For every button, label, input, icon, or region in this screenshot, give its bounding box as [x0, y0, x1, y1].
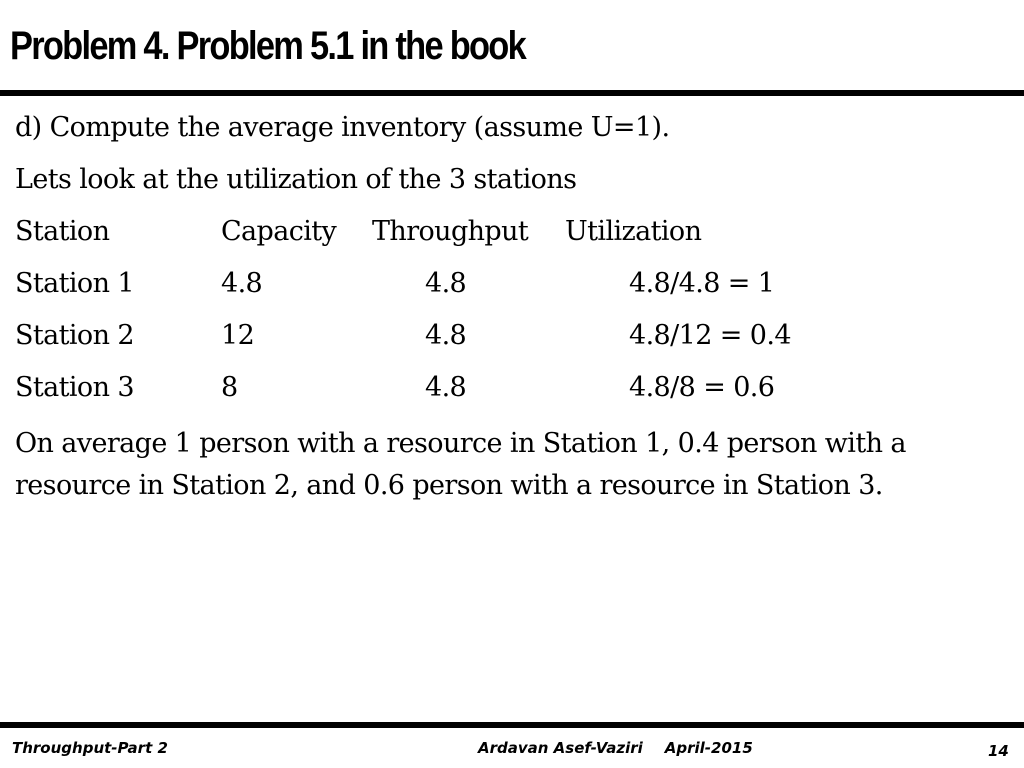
title-divider: [0, 90, 1024, 96]
station-utilization: 4.8/4.8 = 1: [629, 268, 775, 299]
header-station: Station: [15, 216, 110, 247]
conclusion-paragraph: On average 1 person with a resource in Station 1, 0.4 person with a resource in Station 2, and 0.6 person with a resource in Station 3.: [15, 428, 906, 501]
header-throughput: Throughput: [372, 216, 529, 247]
station-name: Station 1: [15, 268, 134, 299]
station-capacity: 4.8: [221, 268, 263, 299]
station-throughput: 4.8: [425, 268, 467, 299]
footer-date: April-2015: [664, 739, 753, 757]
page-number: 14: [988, 742, 1009, 760]
footer-center: [478, 739, 753, 757]
station-throughput: 4.8: [425, 320, 467, 351]
station-utilization: 4.8/8 = 0.6: [629, 372, 775, 403]
footer-author: Ardavan Asef-Vaziri: [478, 739, 643, 757]
station-capacity: 8: [221, 372, 238, 403]
footer-divider: [0, 722, 1024, 728]
intro-line: Lets look at the utilization of the 3 stations: [15, 164, 577, 195]
header-utilization: Utilization: [565, 216, 702, 247]
station-capacity: 12: [221, 320, 255, 351]
station-utilization: 4.8/12 = 0.4: [629, 320, 791, 351]
question-line: d) Compute the average inventory (assume U=1).: [15, 112, 670, 143]
station-name: Station 3: [15, 372, 134, 403]
header-capacity: Capacity: [221, 216, 337, 247]
station-throughput: 4.8: [425, 372, 467, 403]
footer-left-text: Throughput-Part 2: [12, 739, 168, 757]
slide-title: Problem 4. Problem 5.1 in the book: [10, 24, 525, 68]
station-name: Station 2: [15, 320, 134, 351]
